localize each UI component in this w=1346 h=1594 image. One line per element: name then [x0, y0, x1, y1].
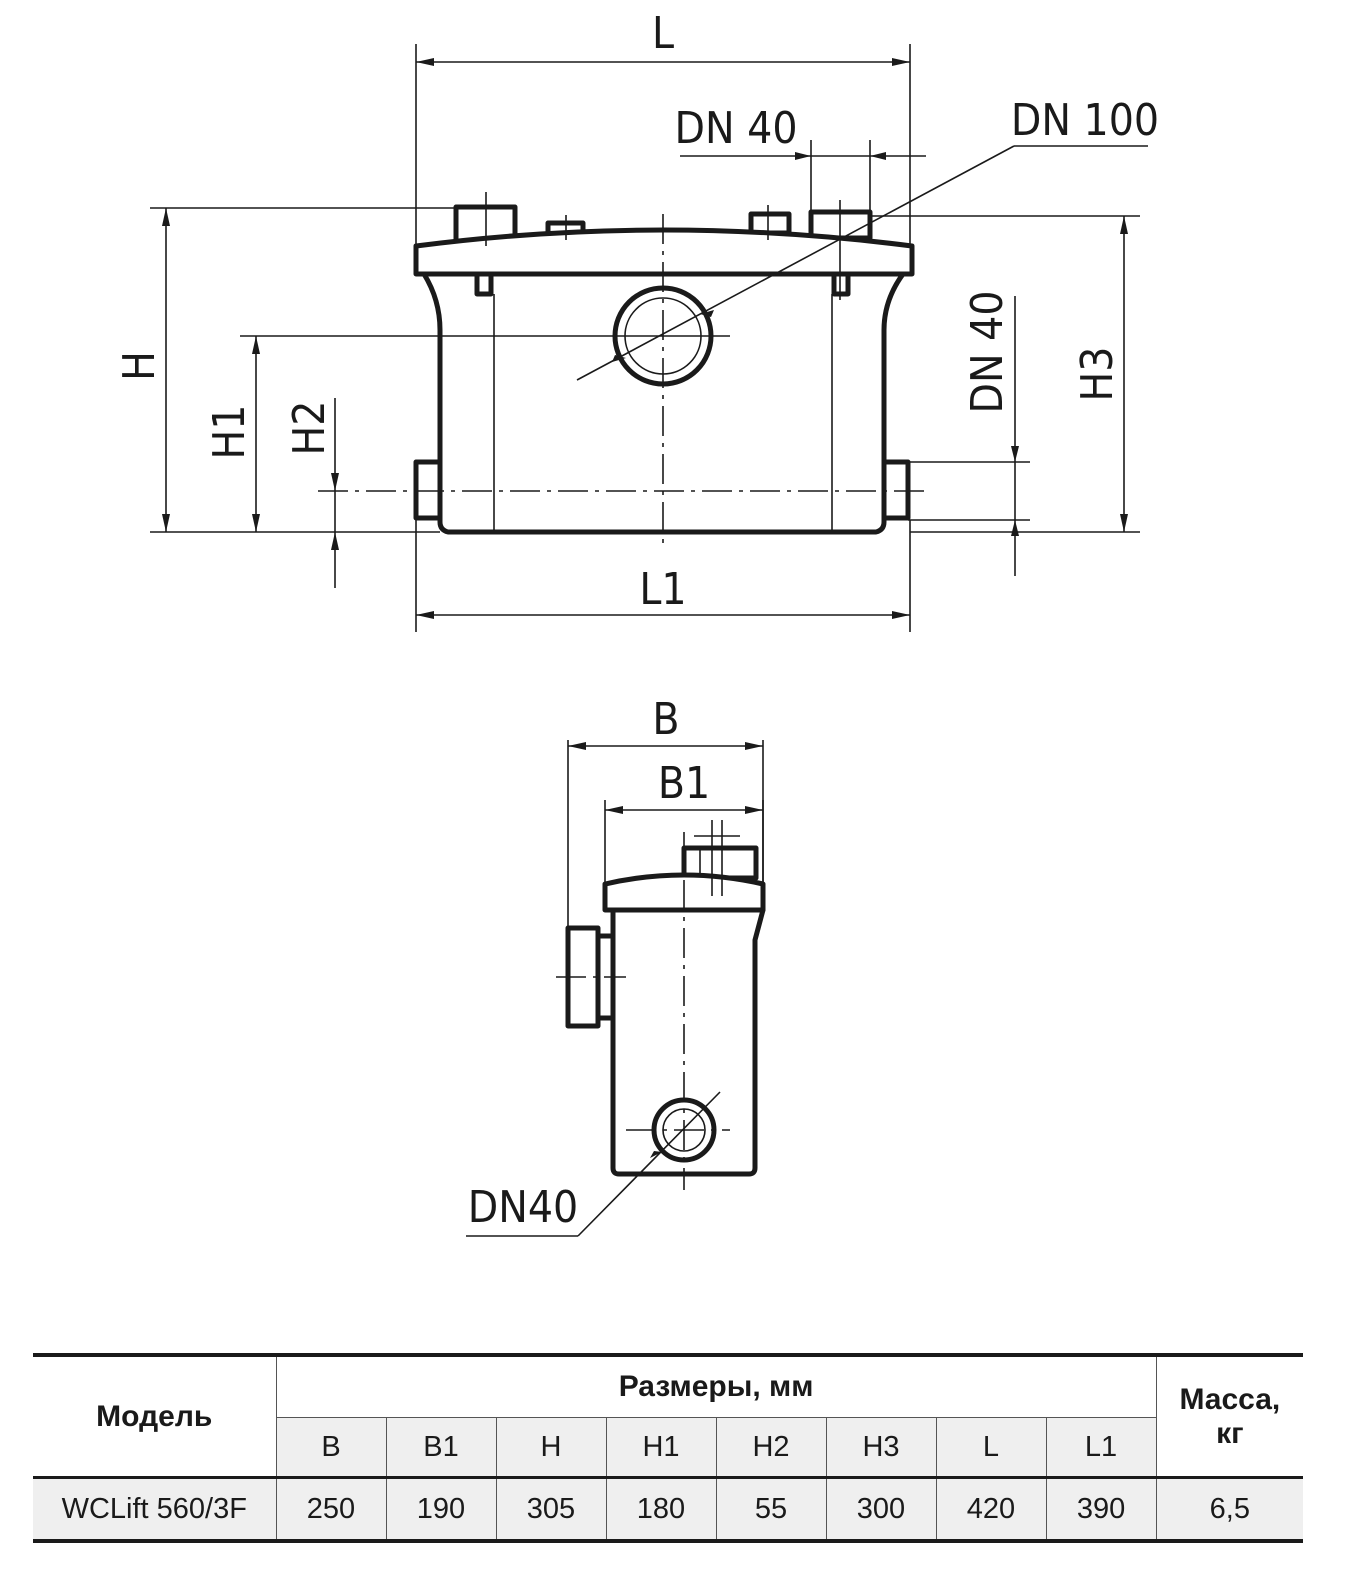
front-lid [416, 230, 912, 274]
column-header-H1: H1 [606, 1418, 716, 1478]
dim-label-B: B [652, 694, 680, 745]
header-dimensions: Размеры, мм [276, 1355, 1156, 1418]
table-row [33, 1478, 1303, 1542]
front-lid-tab-left [477, 274, 491, 294]
cell-B: 250 [276, 1478, 386, 1542]
dim-label-dn40-side: DN 40 [962, 290, 1013, 414]
cell-H1: 180 [606, 1478, 716, 1542]
column-header-B1: B1 [386, 1418, 496, 1478]
cell-H: 305 [496, 1478, 606, 1542]
front-side-fitting-left [416, 462, 440, 518]
column-header-L: L [936, 1418, 1046, 1478]
cell-H2: 55 [716, 1478, 826, 1542]
cell-L1: 390 [1046, 1478, 1156, 1542]
front-view [114, 8, 1159, 632]
cell-mass: 6,5 [1156, 1478, 1303, 1542]
header-mass [1156, 1355, 1303, 1478]
column-header-H3: H3 [826, 1418, 936, 1478]
header-mass-line2: кг [1216, 1416, 1244, 1450]
column-header-L1: L1 [1046, 1418, 1156, 1478]
dim-label-dn40-bottom: DN40 [467, 1182, 579, 1233]
column-header-B: B [276, 1418, 386, 1478]
column-header-H: H [496, 1418, 606, 1478]
header-mass-line1: Масса, [1179, 1382, 1281, 1416]
dim-label-dn40-top: DN 40 [674, 103, 798, 154]
front-lid-tab-right [834, 274, 848, 294]
column-header-H2: H2 [716, 1418, 826, 1478]
cell-L: 420 [936, 1478, 1046, 1542]
side-view [466, 694, 763, 1236]
header-model: Модель [33, 1355, 276, 1478]
specification-table [33, 1353, 1303, 1543]
front-side-fitting-right [884, 462, 908, 518]
dim-label-H3: H3 [1072, 346, 1123, 402]
dim-label-L1: L1 [639, 564, 687, 615]
dim-label-dn100: DN 100 [1010, 95, 1160, 146]
dim-label-B1: B1 [657, 758, 711, 809]
dim-label-H2: H2 [284, 400, 335, 456]
cell-model: WCLift 560/3F [33, 1478, 276, 1542]
dim-label-L: L [651, 8, 675, 59]
dim-label-H1: H1 [204, 404, 255, 460]
cell-H3: 300 [826, 1478, 936, 1542]
cell-B1: 190 [386, 1478, 496, 1542]
dim-label-H: H [114, 351, 165, 381]
